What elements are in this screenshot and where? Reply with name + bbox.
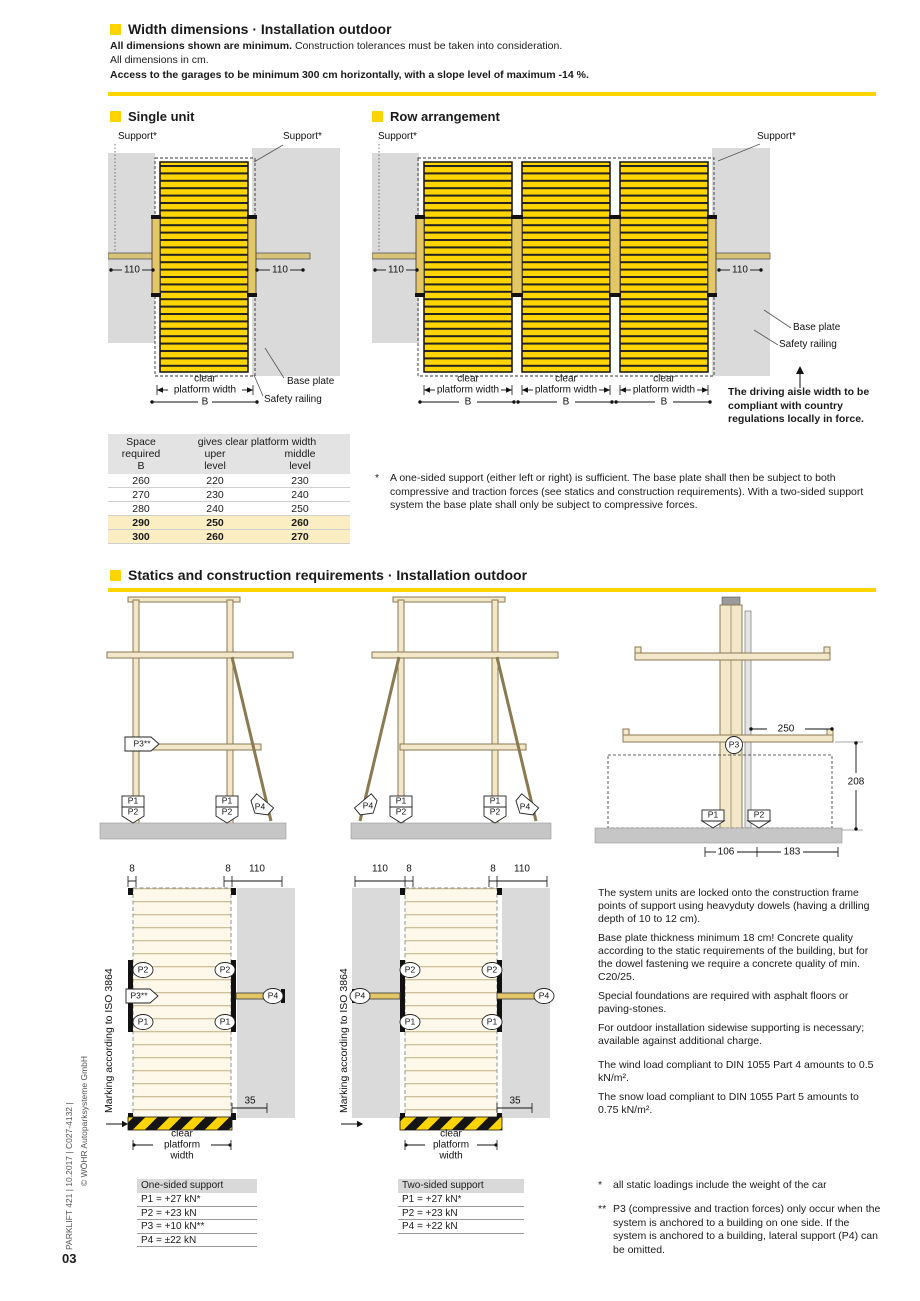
col-span-header: gives clear platform width [197,436,317,448]
yellow-bullet-icon [372,111,383,122]
p1-tag-label: P1 [707,809,719,820]
access-note: Access to the garages to be minimum 300 cm horizontally, with a slope level of maximum -14 %. [110,69,589,81]
dim-110-right: 110 [732,264,748,276]
p1-tag-label: P1 [395,795,407,806]
platform-width-label: platform width [632,384,696,396]
col-middle: level [289,460,311,472]
load-row: P2 = +23 kN [137,1207,257,1221]
section-header-width-dimensions [110,21,392,37]
dim-110-right: 110 [272,264,288,276]
dim-110-left: 110 [388,264,404,276]
p2-tag-label: P2 [137,964,149,975]
dim-8-label: 8 [406,863,412,875]
load-row: P2 = +23 kN [398,1207,524,1221]
p2-tag-label: P2 [404,964,416,975]
b-dim-label: B [660,396,668,408]
platform-width-label: platform width [173,384,237,396]
p1-tag-label: P1 [219,1016,231,1027]
b-dim-label: B [464,396,472,408]
p2-tag-label: P2 [486,964,498,975]
load-row: P3 = +10 kN** [137,1220,257,1234]
footnote-marker: * [375,472,380,484]
p4-tag-label: P4 [538,990,550,1001]
col-space: Space [126,436,156,448]
intro-rest: Construction tolerances must be taken into consideration. [292,40,563,52]
dim-110-label: 110 [249,863,265,875]
footnote-text: P3 (compressive and traction forces) only occur when the system is anchored to a building on one side. If the system is anchored to a building, lateral support (P4) can be omitted. [613,1203,881,1256]
imprint-line-2: © WÖHR Autoparksysteme GmbH [79,1055,89,1186]
col-upper: uper [204,448,226,460]
page-title: Width dimensions · Installation outdoor [128,21,392,37]
p4-tag-label: P4 [519,801,531,812]
cell-upper: 260 [206,531,224,543]
static-loading-footnote [598,1179,880,1193]
row-arrangement-title [372,109,500,124]
support-label-right: Support* [283,131,322,142]
page-number: 03 [62,1251,77,1266]
section-header-statics [110,567,527,583]
support-label-right: Support* [757,131,796,142]
p4-tag-label: P4 [354,990,366,1001]
cell-b: 280 [132,503,150,515]
p1-tag-label: P1 [127,795,139,806]
one-sided-support-table [137,1179,257,1247]
note-paragraph: The snow load compliant to DIN 1055 Part 5 amounts to 0.75 kN/m². [598,1091,859,1116]
yellow-divider [108,588,876,592]
single-unit-shapes [108,144,340,404]
note-paragraph: The system units are locked onto the construction frame points of support using heavyduty dowels (having a drilling depth of 10 to 12 cm). [598,887,870,925]
clear-label: clear [440,1128,462,1140]
p1-tag-label: P1 [486,1016,498,1027]
col-space: required [121,448,161,460]
driving-aisle-note: The driving aisle width to be compliant with country regulations locally in force. [728,386,870,425]
p2-tag-label: P2 [395,806,407,817]
b-dim-label: B [201,396,209,408]
imprint-line-1: PARKLIFT 421 | 10.2017 | C027-4132 | [64,1102,74,1250]
platform-label: platform [163,1139,201,1151]
dim-35-label: 35 [244,1095,256,1107]
dim-110-left: 110 [124,264,140,276]
plan-view-one-sided [100,862,300,1172]
cell-middle: 270 [291,531,309,543]
cell-upper: 220 [206,475,224,487]
plan-right-shapes [341,876,554,1150]
table-row [108,502,350,516]
cell-middle: 260 [291,517,309,529]
p1-tag-label: P1 [404,1016,416,1027]
frame2-load-tags [354,794,538,823]
note-paragraph: The wind load compliant to DIN 1055 Part 4 amounts to 0.5 kN/m². [598,1059,874,1084]
load-table-title: Two-sided support [398,1179,524,1193]
dim-110-label: 110 [372,863,388,875]
platform-label: platform [432,1139,470,1151]
p1-tag-label: P1 [137,1016,149,1027]
p2-tag-label: P2 [219,964,231,975]
note-paragraph: Base plate thickness minimum 18 cm! Concrete quality according to the static requirements of the building, but for the dowel fastening we require a concrete quality of min. C20/25. [598,932,869,983]
two-sided-support-table [398,1179,524,1234]
p3-footnote [598,1203,882,1257]
dim-8-label: 8 [129,863,135,875]
dim-106-label: 106 [717,846,735,858]
support-label-left: Support* [378,131,417,142]
load-row: P1 = +27 kN* [398,1193,524,1207]
support-label-left: Support* [118,131,157,142]
footnote-text: all static loadings include the weight of the car [613,1179,827,1191]
dim-208-label: 208 [847,776,865,788]
clear-label: clear [457,373,479,385]
cell-b: 300 [132,531,150,543]
note-paragraph: For outdoor installation sidewise supporting is necessary; available against additional charge. [598,1022,865,1047]
col-space: B [137,460,145,472]
cell-b: 260 [132,475,150,487]
p3-tag-label: P3 [728,739,740,750]
cell-middle: 250 [291,503,309,515]
dim-110-label: 110 [514,863,530,875]
table-row-highlighted [108,516,350,530]
dim-8-label: 8 [490,863,496,875]
p1-tag-label: P1 [221,795,233,806]
cell-b: 270 [132,489,150,501]
col-middle: middle [284,448,316,460]
single-unit-title-text: Single unit [128,109,195,124]
intro-line2: All dimensions in cm. [110,53,209,66]
cell-upper: 230 [206,489,224,501]
cell-upper: 250 [206,517,224,529]
load-row: P4 = ±22 kN [137,1234,257,1248]
load-row: P1 = +27 kN* [137,1193,257,1207]
footnote-marker: ** [598,1203,607,1215]
load-table-title: One-sided support [137,1179,257,1193]
dim-35-label: 35 [509,1095,521,1107]
statics-title: Statics and construction requirements · Installation outdoor [128,567,528,583]
table-row-highlighted [108,530,350,544]
width-label: width [170,1150,194,1162]
intro-bold: All dimensions shown are minimum. [110,40,293,52]
yellow-divider [108,92,876,96]
clear-label: clear [555,373,577,385]
p1-tag-label: P1 [489,795,501,806]
cell-upper: 240 [206,503,224,515]
statics-diagrams [95,593,876,865]
footnote-marker: * [598,1179,603,1191]
plan-left-shapes [106,876,295,1150]
yellow-bullet-icon [110,24,121,35]
width-label: width [439,1150,463,1162]
dimensions-table [108,434,350,544]
construction-notes [598,887,882,1123]
safety-railing-label: Safety railing [779,339,837,350]
p2-tag-label: P2 [753,809,765,820]
b-dim-label: B [562,396,570,408]
load-row: P4 = +22 kN [398,1220,524,1234]
footnote-text: A one-sided support (either left or right) is sufficient. The base plate shall then be subject to both compressive and traction forces (see statics and construction requirements). With a two-sided support system the base plate shall only be subject to compressive forces. [390,472,864,511]
dim-8-label: 8 [225,863,231,875]
p4-tag-label: P4 [254,801,266,812]
single-unit-title [110,109,194,124]
p4-tag-label: P4 [267,990,279,1001]
base-plate-label: Base plate [287,376,335,387]
p3-tag-label: P3** [133,738,151,749]
table-row [108,488,350,502]
p2-tag-label: P2 [489,806,501,817]
p3-tag-label: P3** [130,990,148,1001]
intro-paragraph [110,40,562,67]
yellow-bullet-icon [110,570,121,581]
support-footnote [375,472,880,513]
iso-marking-label: Marking according to ISO 3864 [338,968,350,1113]
frame-side-view [595,597,863,857]
platform-width-label: platform width [436,384,500,396]
note-paragraph: Special foundations are required with asphalt floors or paving-stones. [598,990,849,1015]
safety-railing-label: Safety railing [264,394,322,405]
base-plate-label: Base plate [793,322,841,333]
p2-tag-label: P2 [127,806,139,817]
table-row [108,474,350,488]
plan-view-two-sided [335,862,560,1172]
yellow-bullet-icon [110,111,121,122]
dim-183-label: 183 [783,846,801,858]
dim-250-label: 250 [777,723,795,735]
cell-b: 290 [132,517,150,529]
clear-label: clear [194,373,216,385]
clear-label: clear [171,1128,193,1140]
p4-tag-label: P4 [362,800,374,811]
clear-label: clear [653,373,675,385]
cell-middle: 230 [291,475,309,487]
p2-tag-label: P2 [221,806,233,817]
cell-middle: 240 [291,489,309,501]
platform-width-label: platform width [534,384,598,396]
col-upper: level [204,460,226,472]
dimensions-table-header [108,434,350,474]
iso-marking-label: Marking according to ISO 3864 [103,968,115,1113]
row-arrangement-title-text: Row arrangement [390,109,500,124]
